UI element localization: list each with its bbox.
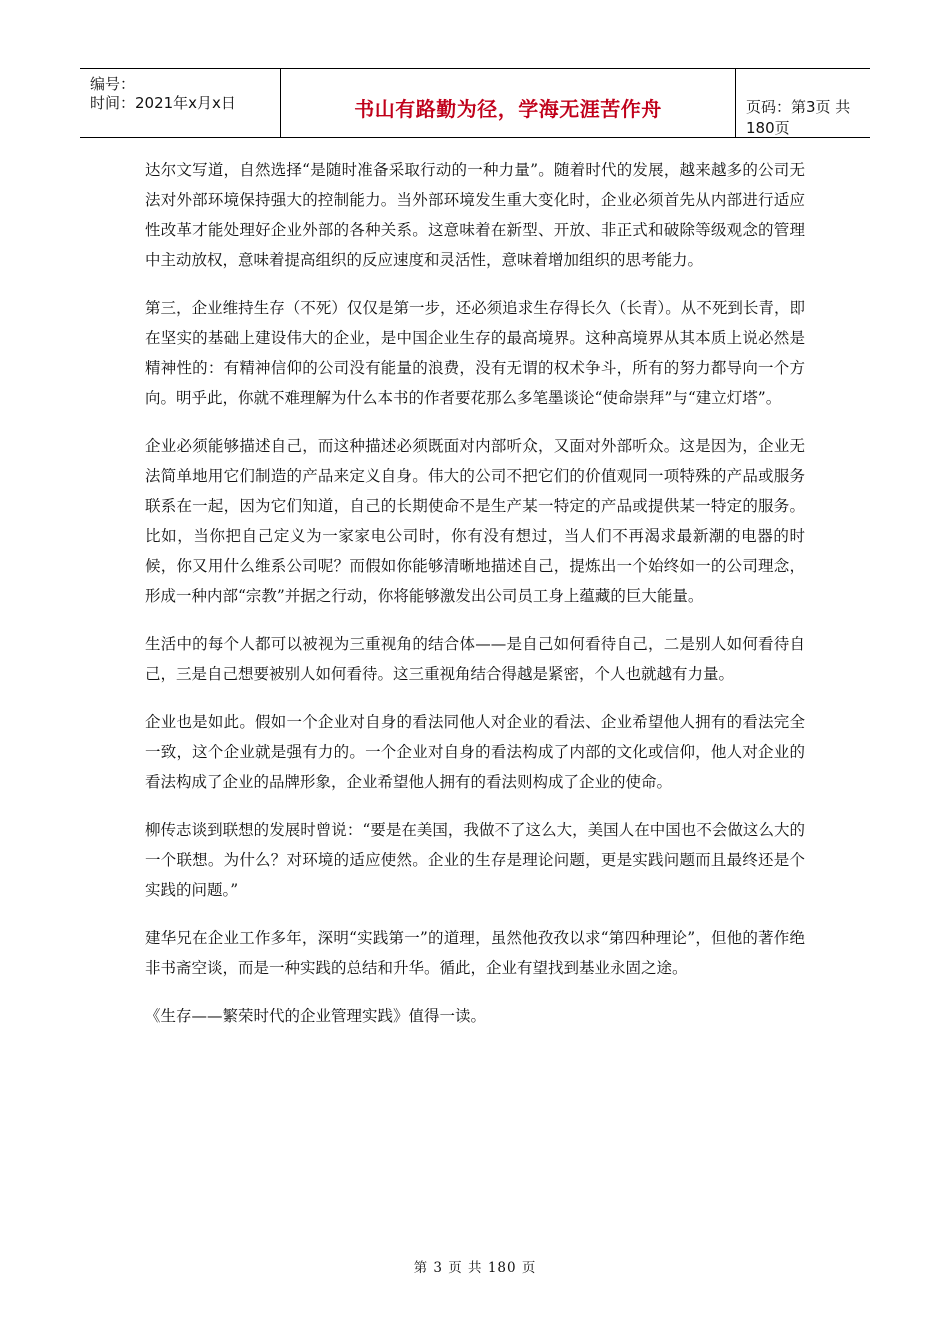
document-date-label: 时间：2021年x月x日 [90,94,236,112]
paragraph: 建华兄在企业工作多年，深明“实践第一”的道理，虽然他孜孜以求“第四种理论”，但他的著作绝非书斋空谈，而是一种实践的总结和升华。循此，企业有望找到基业永固之途。 [145,929,805,977]
paragraph: 达尔文写道，自然选择“是随时准备采取行动的一种力量”。随着时代的发展，越来越多的公司无法对外部环境保持强大的控制能力。当外部环境发生重大变化时，企业必须首先从内部进行适应性改革才能处理好企业外部的各种关系。这意味着在新型、开放、非正式和破除等级观念的管理中主动放权，意味着提高组织的反应速度和灵活性，意味着增加组织的思考能力。 [145,161,805,269]
header-page-cell [736,69,870,137]
paragraph: 生活中的每个人都可以被视为三重视角的结合体——是自己如何看待自己，二是别人如何看待自己，三是自己想要被别人如何看待。这三重视角结合得越是紧密，个人也就越有力量。 [145,635,805,683]
paragraph: 《生存——繁荣时代的企业管理实践》值得一读。 [145,1007,487,1025]
paragraph: 第三，企业维持生存（不死）仅仅是第一步，还必须追求生存得长久（长青）。从不死到长青，即在坚实的基础上建设伟大的企业，是中国企业生存的最高境界。这种高境界从其本质上说必然是精神性的：有精神信仰的公司没有能量的浪费，没有无谓的权术争斗，所有的努力都导向一个方向。明乎此，你就不难理解为什么本书的作者要花那么多笔墨谈论“使命崇拜”与“建立灯塔”。 [145,299,805,407]
header-motto-cell [281,69,736,137]
header-motto: 书山有路勤为径，学海无涯苦作舟 [354,97,662,121]
page-footer: 第 3 页 共 180 页 [413,1260,537,1276]
document-code-label: 编号： [90,75,136,93]
paragraph: 柳传志谈到联想的发展时曾说：“要是在美国，我做不了这么大，美国人在中国也不会做这么大的一个联想。为什么？对环境的适应使然。企业的生存是理论问题，更是实践问题而且最终还是个实践的问题。” [145,821,805,899]
page-header [80,68,870,138]
header-meta-cell [80,69,281,137]
paragraph: 企业也是如此。假如一个企业对自身的看法同他人对企业的看法、企业希望他人拥有的看法完全一致，这个企业就是强有力的。一个企业对自身的看法构成了内部的文化或信仰，他人对企业的看法构成了企业的品牌形象，企业希望他人拥有的看法则构成了企业的使命。 [145,713,805,791]
body-text [145,155,805,1049]
paragraph: 企业必须能够描述自己，而这种描述必须既面对内部听众，又面对外部听众。这是因为，企业无法简单地用它们制造的产品来定义自身。伟大的公司不把它们的价值观同一项特殊的产品或服务联系在一起，因为它们知道，自己的长期使命不是生产某一特定的产品或提供某一特定的服务。比如，当你把自己定义为一家家电公司时，你有没有想过，当人们不再渴求最新潮的电器的时候，你又用什么维系公司呢？而假如你能够清晰地描述自己，提炼出一个始终如一的公司理念，形成一种内部“宗教”并据之行动，你将能够激发出公司员工身上蕴藏的巨大能量。 [145,437,805,605]
header-page-number: 页码：第3页 共180页 [746,98,851,137]
